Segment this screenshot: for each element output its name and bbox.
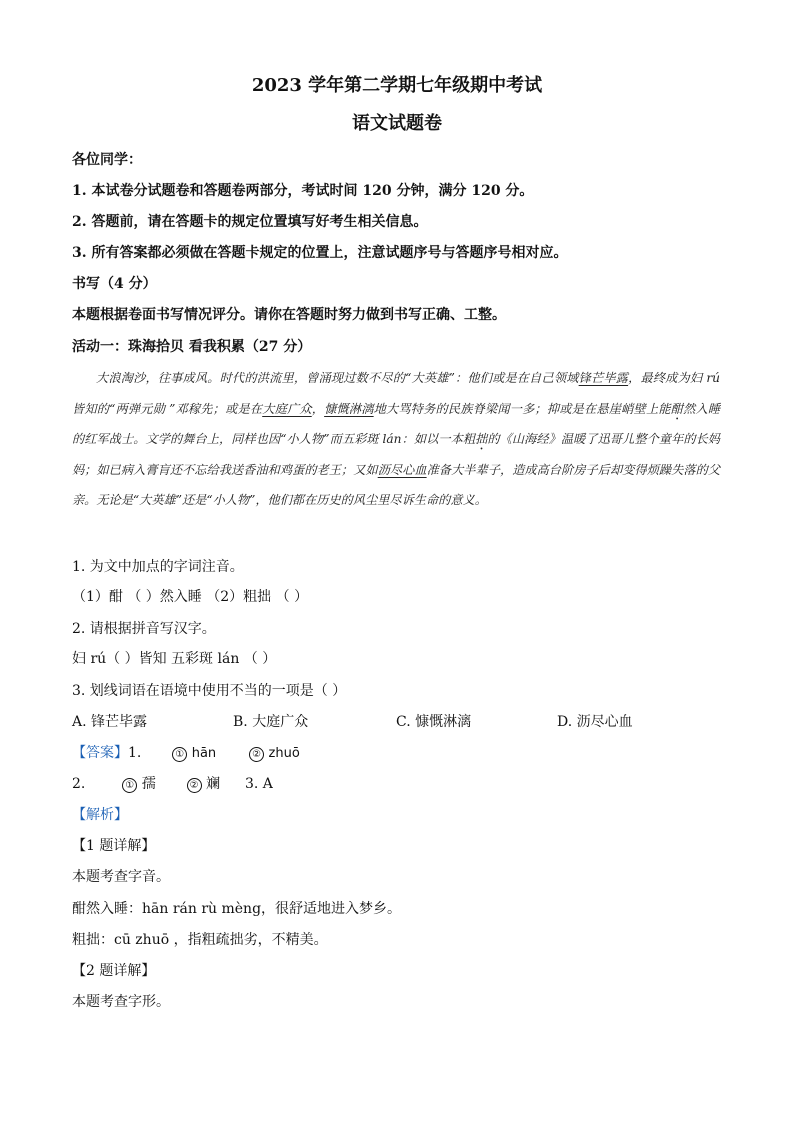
answer-q1-number: 1. — [128, 745, 142, 761]
detail-1-text: 本题考查字音。 — [72, 869, 170, 885]
answer-q1-pinyin-2: zhuō — [268, 746, 300, 761]
option-c: C. 慷慨淋漓 — [396, 714, 472, 730]
passage-text: 的《山海经》温暖了迅哥儿整个童年的长妈妈；如已病入膏肓还不忘给我送香油和鸡蛋的老王；又如 — [72, 432, 720, 477]
writing-heading: 书写（4 分） — [72, 276, 157, 292]
option-a: A. 锋芒毕露 — [72, 714, 148, 730]
detail-1-item-1: 酣然入睡：hān rán rù mèng，很舒适地进入梦乡。 — [72, 901, 402, 917]
detail-2-heading: 【2 题详解】 — [72, 963, 156, 979]
question-2: 2. 请根据拼音写汉字。 — [72, 621, 216, 637]
writing-text: 本题根据卷面书写情况评分。请你在答题时努力做到书写正确、工整。 — [72, 307, 506, 323]
option-d: D. 沥尽心血 — [557, 714, 633, 730]
underlined-phrase: 沥尽心血 — [377, 462, 427, 477]
answer-q3: 3. A — [244, 776, 273, 792]
passage-text: ， — [311, 401, 325, 416]
detail-2-text: 本题考查字形。 — [72, 994, 170, 1010]
passage-text: ，最终成为妇 rú 皆知的“两弹元勋 ”邓稼先；或是在 — [72, 371, 720, 416]
circled-number-2: ② — [187, 778, 202, 793]
answer-line-2 — [72, 774, 273, 794]
analysis-tag: 【解析】 — [72, 807, 128, 823]
answer-q1-pinyin-1: hān — [191, 746, 217, 761]
circled-number-1: ① — [172, 747, 187, 762]
passage-text: 准备大半辈子，造成高台阶房子后却变得烦躁失落的父亲。无论是“大英雄”还是“小人物”，他们都在历史的风尘里尽诉生命的意义。 — [72, 462, 721, 508]
dotted-character: 酣 — [670, 401, 684, 416]
passage-text: 大浪淘沙，往事成风。时代的洪流里，曾涌现过数不尽的“大英雄”：他们或是在自己领域 — [96, 371, 579, 385]
question-2-blanks: 妇 rú（ ）皆知 五彩斑 lán （ ） — [72, 651, 277, 667]
underlined-phrase: 慷慨淋漓 — [324, 401, 374, 416]
answer-q2-number: 2. — [72, 776, 86, 792]
passage-text: 然入睡的红军战士。文学的舞台上，同样也因“小人物”而五彩斑 lán：如以一本粗 — [72, 401, 721, 447]
reading-passage — [72, 363, 720, 516]
answer-tag: 【答案】 — [72, 745, 128, 761]
question-3: 3. 划线词语在语境中使用不当的一项是（ ） — [72, 683, 347, 699]
exam-subtitle: 语文试题卷 — [352, 113, 442, 134]
exam-title: 2023 学年第二学期七年级期中考试 — [251, 75, 543, 96]
answer-q2-char-2: 斓 — [206, 776, 221, 792]
dotted-character: 拙 — [475, 432, 488, 447]
detail-1-item-2: 粗拙：cū zhuō ，指粗疏拙劣，不精美。 — [72, 932, 328, 948]
circled-number-1: ① — [122, 778, 137, 793]
instruction-2: 2. 答题前，请在答题卡的规定位置填写好考生相关信息。 — [72, 214, 428, 230]
instruction-1: 1. 本试卷分试题卷和答题卷两部分，考试时间 120 分钟，满分 120 分。 — [72, 183, 534, 199]
option-b: B. 大庭广众 — [233, 714, 309, 730]
circled-number-2: ② — [249, 747, 264, 762]
greeting: 各位同学： — [72, 152, 142, 168]
detail-1-heading: 【1 题详解】 — [72, 838, 156, 854]
question-1: 1. 为文中加点的字词注音。 — [72, 559, 244, 575]
answer-q2-char-1: 孺 — [141, 776, 156, 792]
answer-line-1 — [72, 743, 300, 764]
instruction-3: 3. 所有答案都必须做在答题卡规定的位置上，注意试题序号与答题序号相对应。 — [72, 245, 568, 261]
passage-text: 地大骂特务的民族脊梁闻一多；抑或是在悬崖峭壁上能 — [373, 401, 671, 416]
underlined-phrase: 大庭广众 — [262, 401, 312, 416]
underlined-phrase: 锋芒毕露 — [578, 371, 629, 385]
question-1-blanks: （1）酣 （ ）然入睡 （2）粗拙 （ ） — [72, 589, 309, 605]
activity-heading: 活动一：珠海拾贝 看我积累（27 分） — [72, 339, 312, 355]
